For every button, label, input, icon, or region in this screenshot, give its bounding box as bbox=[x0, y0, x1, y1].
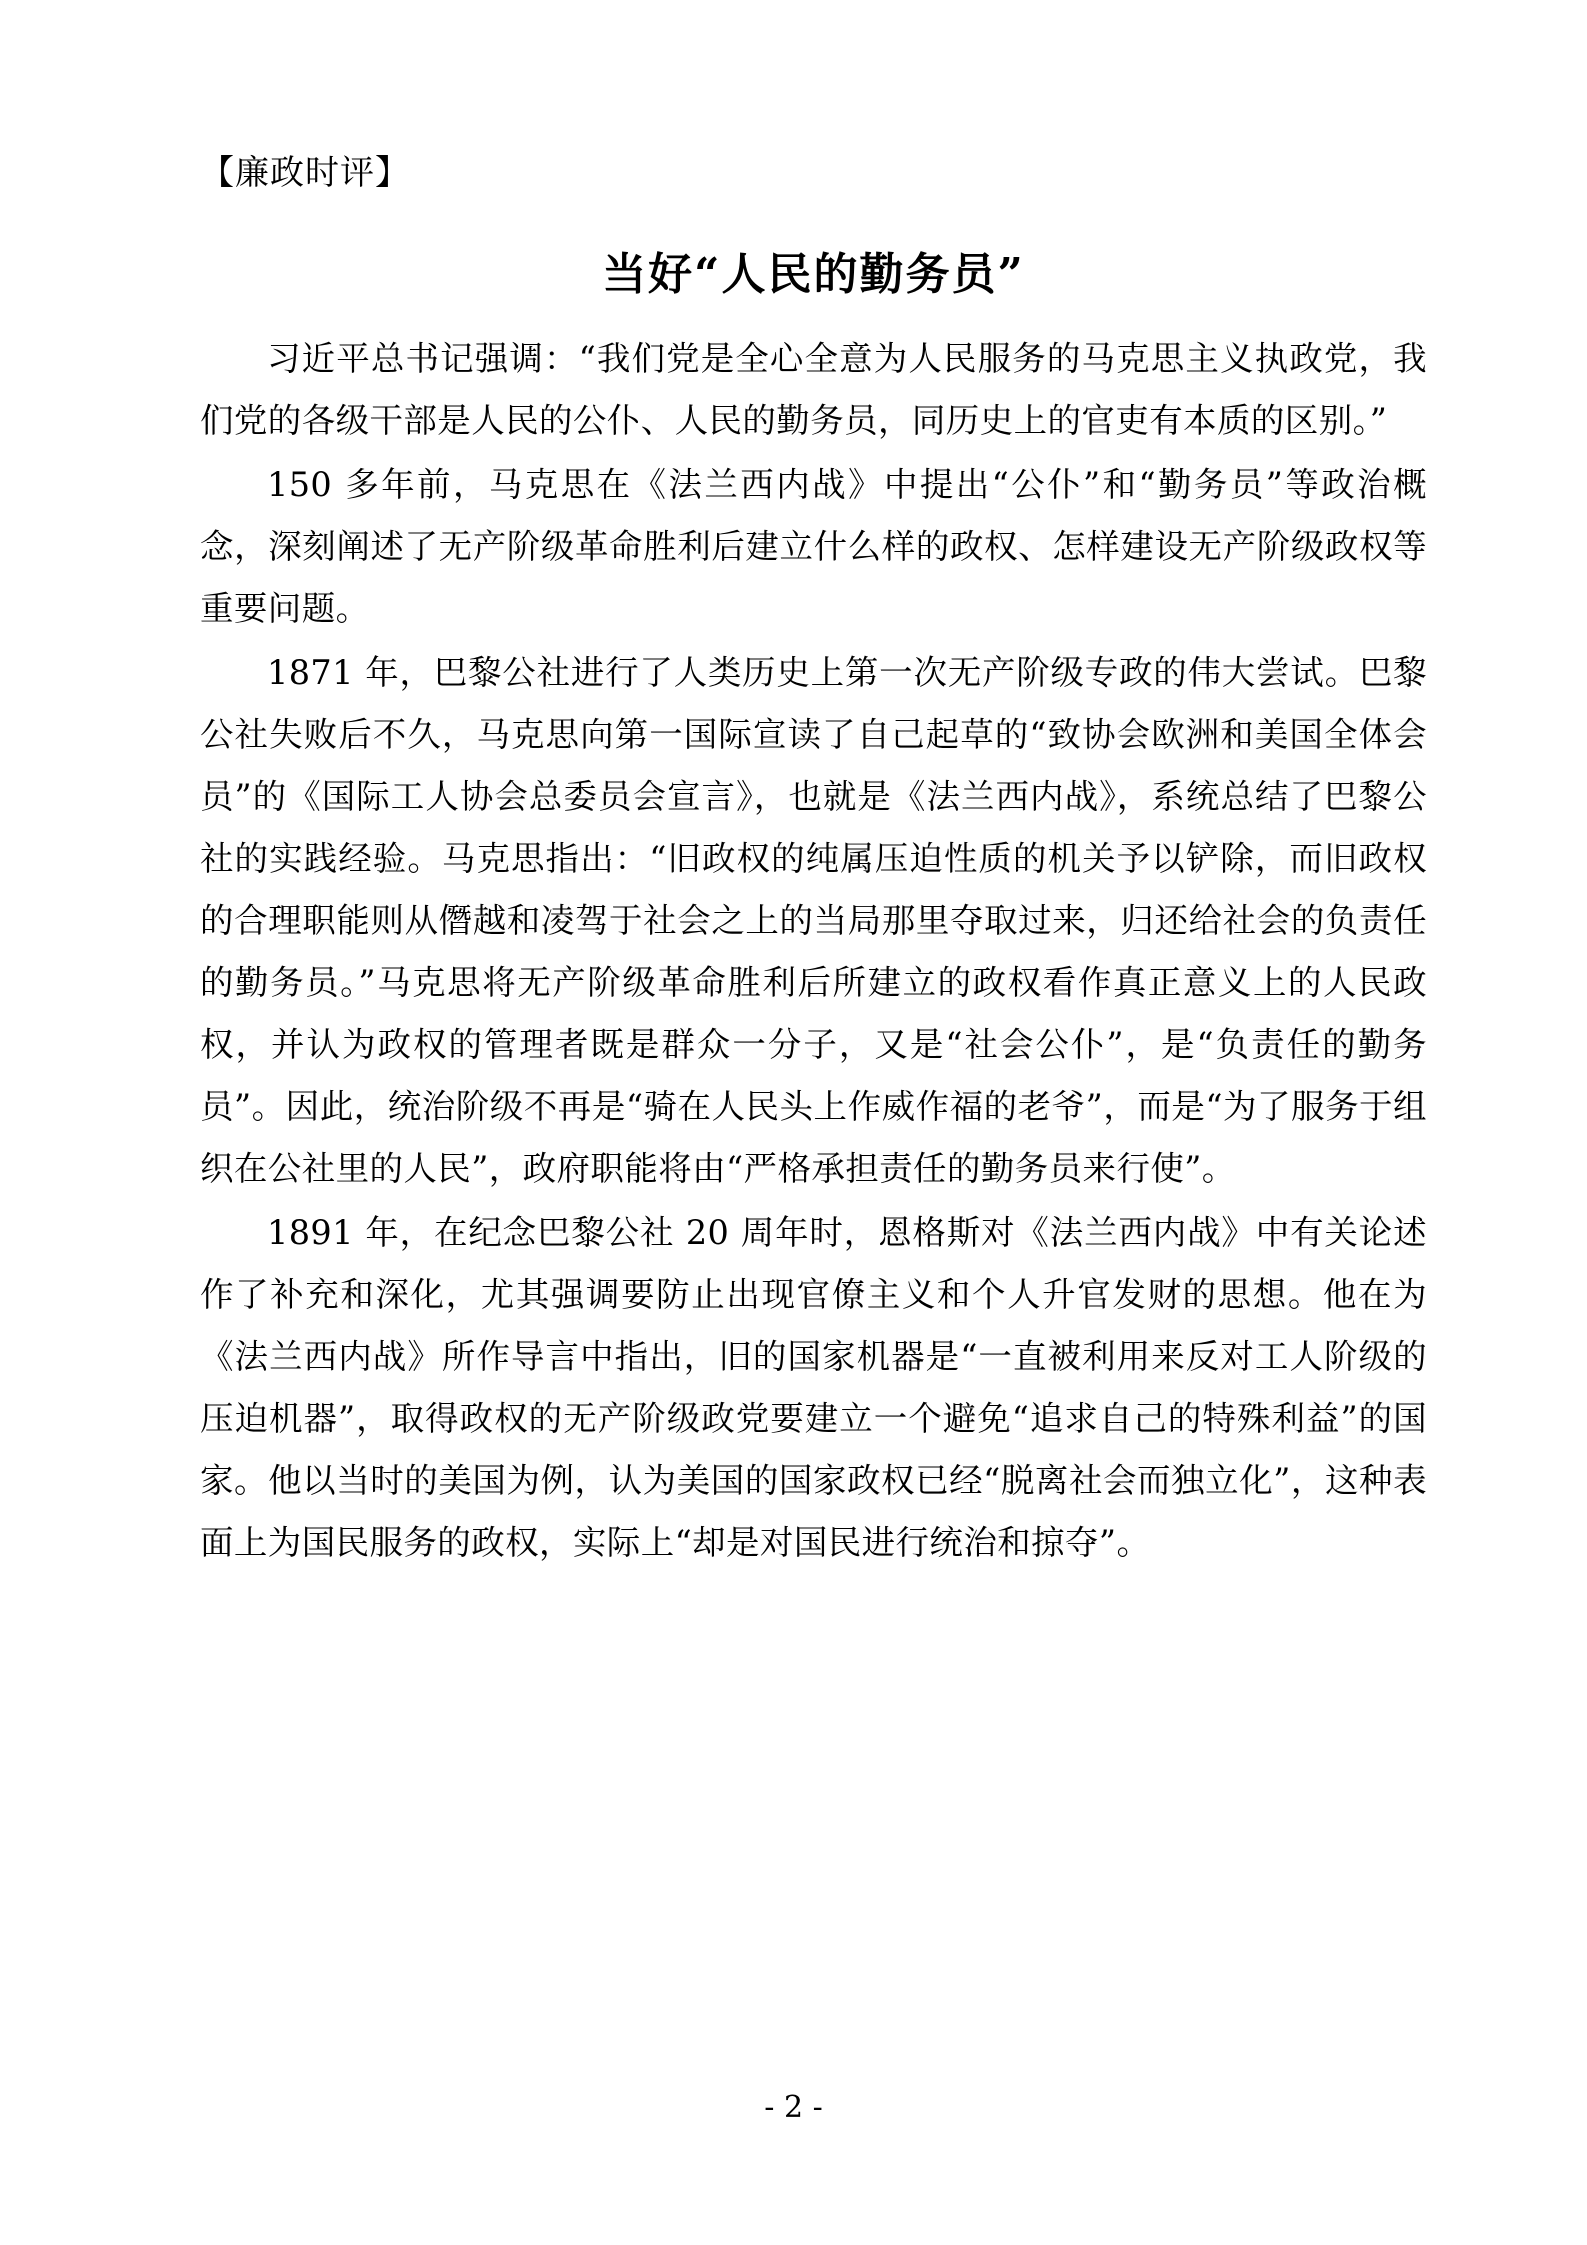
page-number: - 2 - bbox=[764, 2090, 823, 2125]
body-paragraph: 习近平总书记强调：“我们党是全心全意为人民服务的马克思主义执政党，我们党的各级干部是人民的公仆、人民的勤务员，同历史上的官吏有本质的区别。” bbox=[200, 338, 1427, 440]
body-paragraph: 1871 年，巴黎公社进行了人类历史上第一次无产阶级专政的伟大尝试。巴黎公社失败后不久，马克思向第一国际宣读了自己起草的“致协会欧洲和美国全体会员”的《国际工人协会总委员会宣言》，也就是《法兰西内战》，系统总结了巴黎公社的实践经验。马克思指出：“旧政权的纯属压迫性质的机关予以铲除，而旧政权的合理职能则从僭越和凌驾于社会之上的当局那里夺取过来，归还给社会的负责任的勤务员。”马克思将无产阶级革命胜利后所建立的政权看作真正意义上的人民政权，并认为政权的管理者既是群众一分子，又是“社会公仆”，是“负责任的勤务员”。因此，统治阶级不再是“骑在人民头上作威作福的老爷”，而是“为了服务于组织在公社里的人民”，政府职能将由“严格承担责任的勤务员来行使”。 bbox=[200, 652, 1427, 1188]
body-paragraph: 1891 年，在纪念巴黎公社 20 周年时，恩格斯对《法兰西内战》中有关论述作了补充和深化，尤其强调要防止出现官僚主义和个人升官发财的思想。他在为《法兰西内战》所作导言中指出，旧的国家机器是“一直被利用来反对工人阶级的压迫机器”，取得政权的无产阶级政党要建立一个避免“追求自己的特殊利益”的国家。他以当时的美国为例，认为美国的国家政权已经“脱离社会而独立化”，这种表面上为国民服务的政权，实际上“却是对国民进行统治和掠夺”。 bbox=[200, 1212, 1427, 1562]
page-title: 当好“人民的勤务员” bbox=[602, 248, 1025, 300]
section-tag: 【廉政时评】 bbox=[200, 153, 410, 193]
body-paragraph: 150 多年前，马克思在《法兰西内战》中提出“公仆”和“勤务员”等政治概念，深刻阐述了无产阶级革命胜利后建立什么样的政权、怎样建设无产阶级政权等重要问题。 bbox=[200, 464, 1427, 628]
